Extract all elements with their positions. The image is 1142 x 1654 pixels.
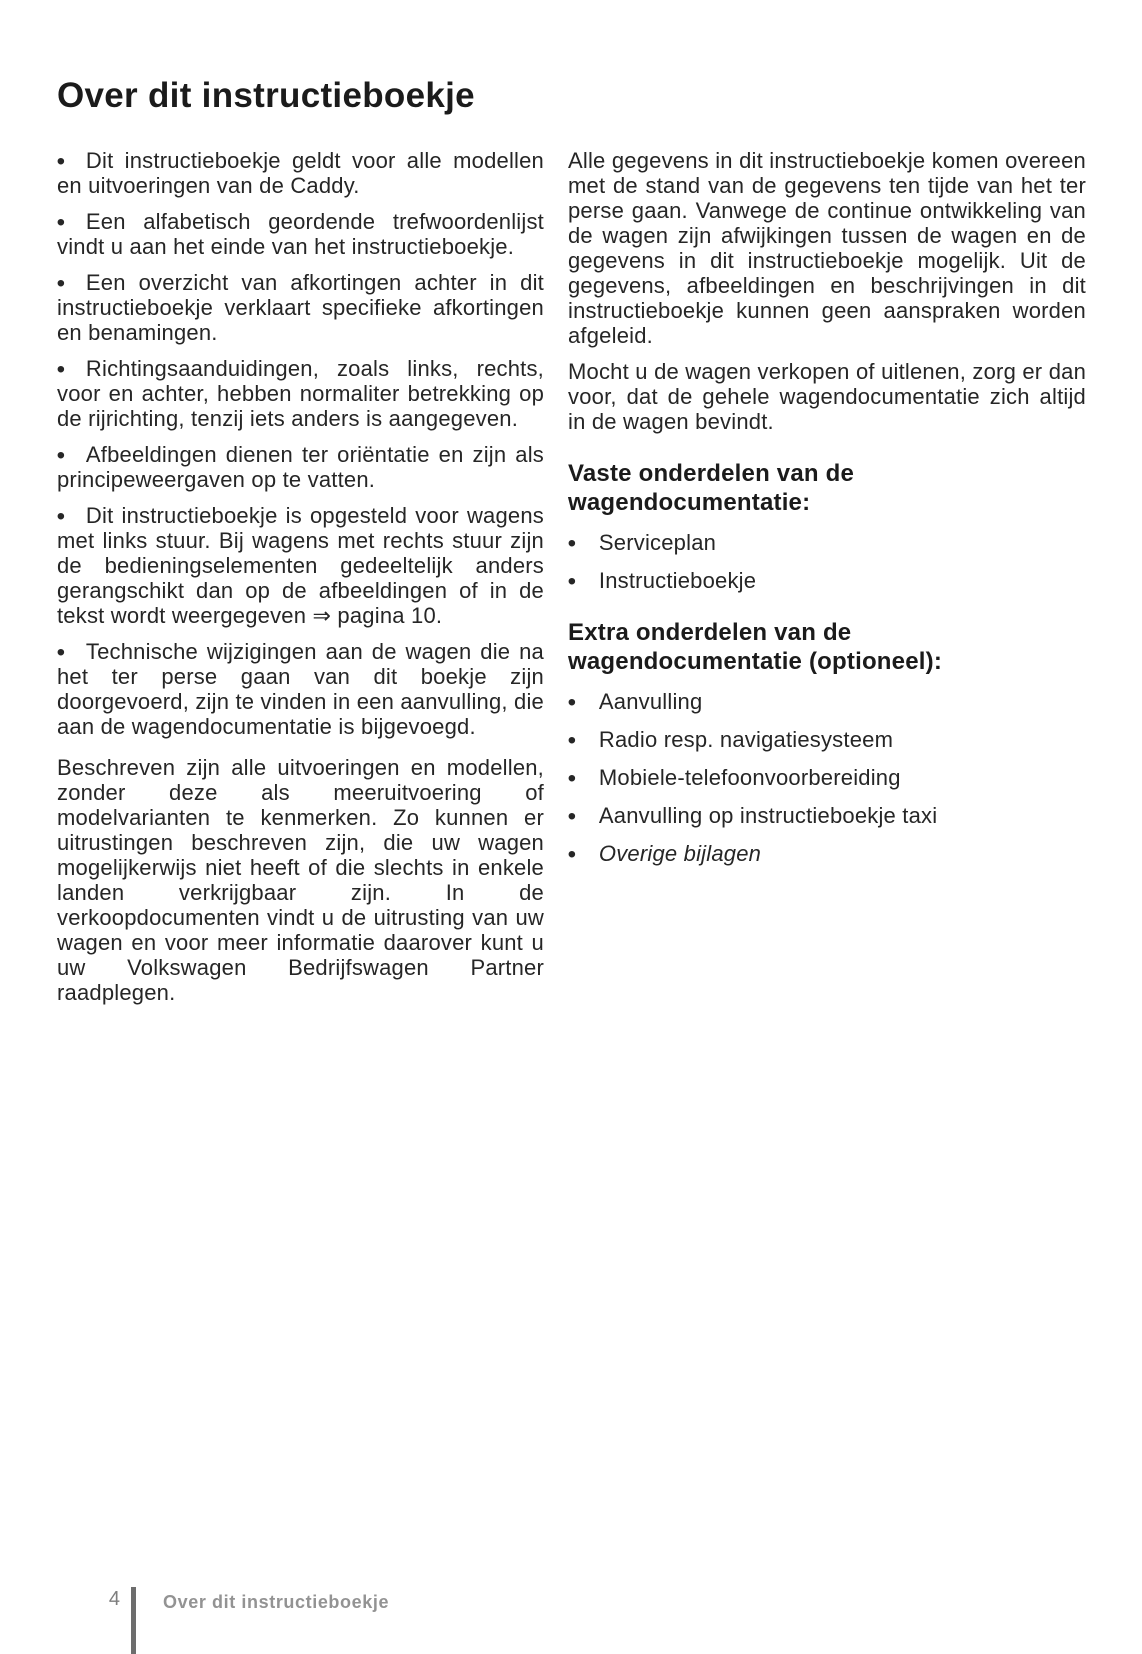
bullet-icon: •: [56, 637, 66, 666]
bullet-item: [57, 503, 544, 628]
list-item-label: Aanvulling: [598, 689, 703, 714]
bullet-icon: •: [567, 566, 577, 595]
bullet-item: [57, 270, 544, 345]
bullet-text: Afbeeldingen dienen ter oriëntatie en zijn als principeweergaven op te vatten.: [57, 442, 544, 492]
section-heading-extra-onderdelen: Extra onderdelen van de wagendocumentatie (optioneel):: [568, 619, 943, 675]
bullet-text: Een overzicht van afkortingen achter in dit instructieboekje verklaart specifieke afkortingen en benamingen.: [57, 270, 544, 345]
list-item-label: Radio resp. navigatiesysteem: [598, 727, 894, 752]
left-column: [57, 148, 544, 1016]
list-item: [568, 841, 1086, 866]
list-item: [568, 530, 1086, 555]
page-footer: [0, 1583, 1142, 1654]
bullet-item: [57, 442, 544, 492]
bullet-icon: •: [567, 687, 577, 716]
page-number: 4: [108, 1588, 120, 1610]
bullet-text: Dit instructieboekje geldt voor alle modellen en uitvoeringen van de Caddy.: [57, 148, 544, 198]
bullet-icon: •: [567, 839, 577, 868]
list-item: [568, 803, 1086, 828]
list-item-label: Instructieboekje: [598, 568, 757, 593]
section-heading-vaste-onderdelen: Vaste onderdelen van de wagendocumentatie:: [568, 460, 855, 516]
bullet-icon: •: [567, 725, 577, 754]
bullet-text: Richtingsaanduidingen, zoals links, rechts, voor en achter, hebben normaliter betrekking op de rijrichting, tenzij iets anders is aangegeven.: [57, 356, 544, 431]
page-title: Over dit instructieboekje: [57, 76, 475, 115]
bullet-icon: •: [56, 354, 66, 383]
bullet-text: Technische wijzigingen aan de wagen die na het ter perse gaan van dit boekje zijn doorgevoerd, zijn te vinden in een aanvulling, die aan de wagendocumentatie is bijgevoegd.: [57, 639, 544, 739]
list-item-label: Serviceplan: [598, 530, 717, 555]
bullet-icon: •: [567, 763, 577, 792]
list-item: [568, 765, 1086, 790]
bullet-icon: •: [56, 501, 66, 530]
intro-paragraph: Beschreven zijn alle uitvoeringen en modellen, zonder deze als meeruitvoering of modelvarianten te kenmerken. Zo kunnen er uitrustingen beschreven zijn, die uw wagen mogelijkerwijs niet heeft of die slechts in enkele landen verkrijgbaar zijn. In de verkoopdocumenten vindt u de uitrusting van uw wagen en voor meer informatie daarover kunt u uw Volkswagen Bedrijfswagen Partner raadplegen.: [57, 755, 544, 1005]
footer-section-title: Over dit instructieboekje: [163, 1592, 390, 1612]
list-item: [568, 568, 1086, 593]
list-item-label: Mobiele-telefoonvoorbereiding: [598, 765, 901, 790]
bullet-text: Dit instructieboekje is opgesteld voor wagens met links stuur. Bij wagens met rechts stuur zijn de bedieningselementen gedeeltelijk anders gerangschikt dan op de afbeeldingen of in de tekst wordt weergegeven ⇒ pagina 10.: [57, 503, 544, 628]
info-paragraph: Mocht u de wagen verkopen of uitlenen, zorg er dan voor, dat de gehele wagendocumentatie zich altijd in de wagen bevindt.: [568, 359, 1086, 434]
bullet-text: Een alfabetisch geordende trefwoordenlijst vindt u aan het einde van het instructieboekje.: [57, 209, 544, 259]
list-item: [568, 727, 1086, 752]
bullet-icon: •: [567, 528, 577, 557]
footer-divider: [131, 1587, 136, 1654]
list-item-label: Overige bijlagen: [598, 841, 762, 866]
bullet-item: [57, 148, 544, 198]
bullet-item: [57, 356, 544, 431]
bullet-icon: •: [567, 801, 577, 830]
bullet-icon: •: [56, 146, 66, 175]
bullet-icon: •: [56, 207, 66, 236]
bullet-item: [57, 209, 544, 259]
list-item-label: Aanvulling op instructieboekje taxi: [598, 803, 938, 828]
info-paragraph: Alle gegevens in dit instructieboekje komen overeen met de stand van de gegevens ten tijde van het ter perse gaan. Vanwege de continue ontwikkeling van de wagen zijn afwijkingen tussen de wagen en de gegevens in dit instructieboekje mogelijk. Uit de gegevens, afbeeldingen en beschrijvingen in dit instructieboekje kunnen geen aanspraken worden afgeleid.: [568, 148, 1086, 348]
bullet-icon: •: [56, 268, 66, 297]
bullet-item: [57, 639, 544, 739]
list-item: [568, 689, 1086, 714]
bullet-icon: •: [56, 440, 66, 469]
right-column: [568, 148, 1086, 879]
